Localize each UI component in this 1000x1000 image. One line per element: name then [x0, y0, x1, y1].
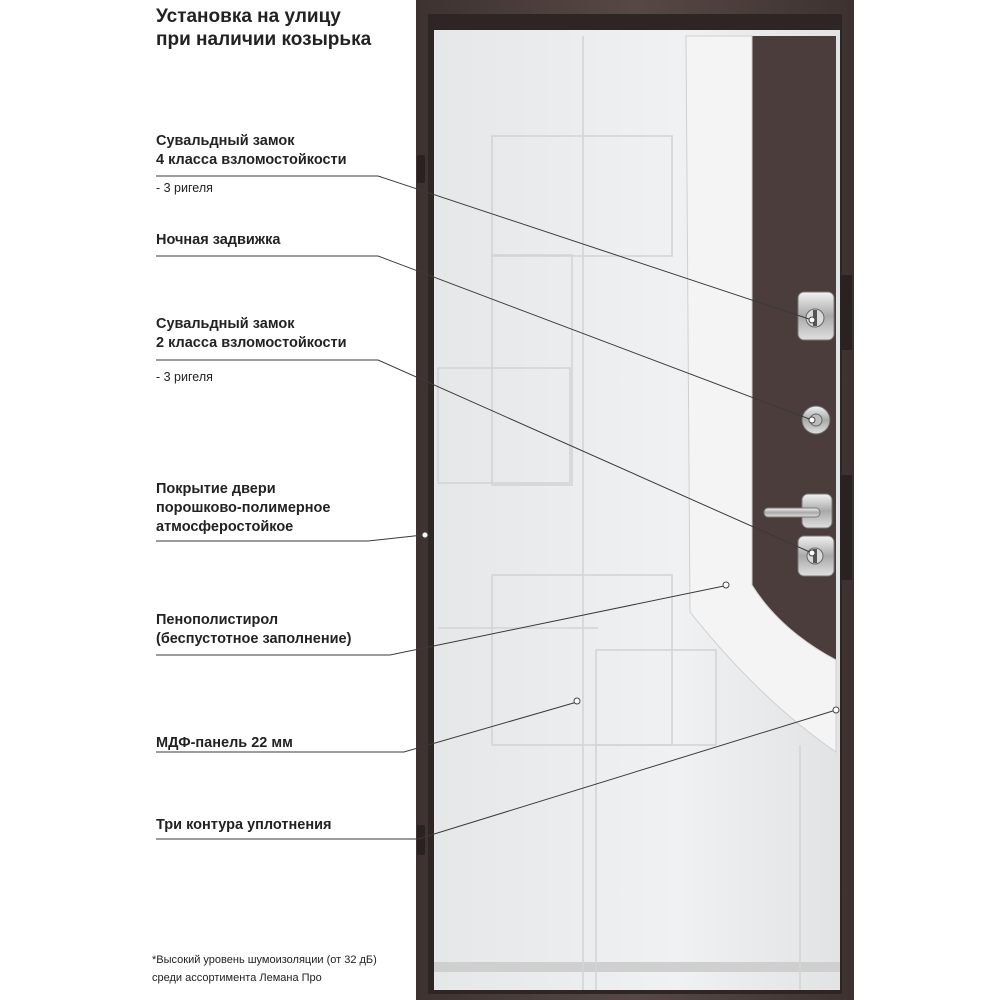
footnote: [152, 951, 377, 987]
callout-lock2-note: - 3 ригеля: [156, 370, 213, 384]
callout-night-latch-line1: Ночная задвижка: [156, 232, 281, 248]
callout-lock4-line1: Сувальдный замок: [156, 133, 295, 149]
callout-lock2-line2: 2 класса взломостойкости: [156, 335, 347, 351]
callout-lock4-note: - 3 ригеля: [156, 181, 213, 195]
footnote-line2: среди ассортимента Лемана Про: [152, 972, 322, 984]
night-latch-knob: [802, 406, 830, 434]
callout-lock2-line1: Сувальдный замок: [156, 316, 295, 332]
lock-bar-upper: [840, 275, 852, 350]
callout-coating-line2: порошково-полимерное: [156, 500, 331, 516]
callout-foam-label: [156, 611, 351, 649]
callout-foam-line2: (беспустотное заполнение): [156, 631, 352, 647]
callout-lock4-label: [156, 132, 347, 170]
title: [156, 5, 371, 51]
title-line1: Установка на улицу: [156, 6, 341, 27]
hinge-bottom: [417, 825, 425, 855]
hinge-top: [417, 155, 425, 183]
callout-coating-label: [156, 480, 330, 537]
upper-lock: [798, 292, 834, 340]
callout-lock4-line2: 4 класса взломостойкости: [156, 152, 347, 168]
callout-mdf-line1: МДФ-панель 22 мм: [156, 735, 293, 751]
callout-coating-line3: атмосферостойкое: [156, 519, 294, 535]
callout-seal-label: [156, 816, 331, 835]
callout-coating-line1: Покрытие двери: [156, 481, 276, 497]
footnote-line1: *Высокий уровень шумоизоляции (от 32 дБ): [152, 954, 377, 966]
lock-bar-lower: [840, 475, 852, 580]
threshold: [434, 962, 840, 972]
callout-lock2-label: [156, 315, 347, 353]
callout-mdf-label: [156, 734, 293, 753]
lower-lock: [798, 536, 834, 576]
callout-foam-line1: Пенополистирол: [156, 612, 279, 628]
title-line2: при наличии козырька: [156, 29, 372, 50]
callout-night-latch-label: [156, 231, 280, 250]
callout-seal-line1: Три контура уплотнения: [156, 817, 332, 833]
